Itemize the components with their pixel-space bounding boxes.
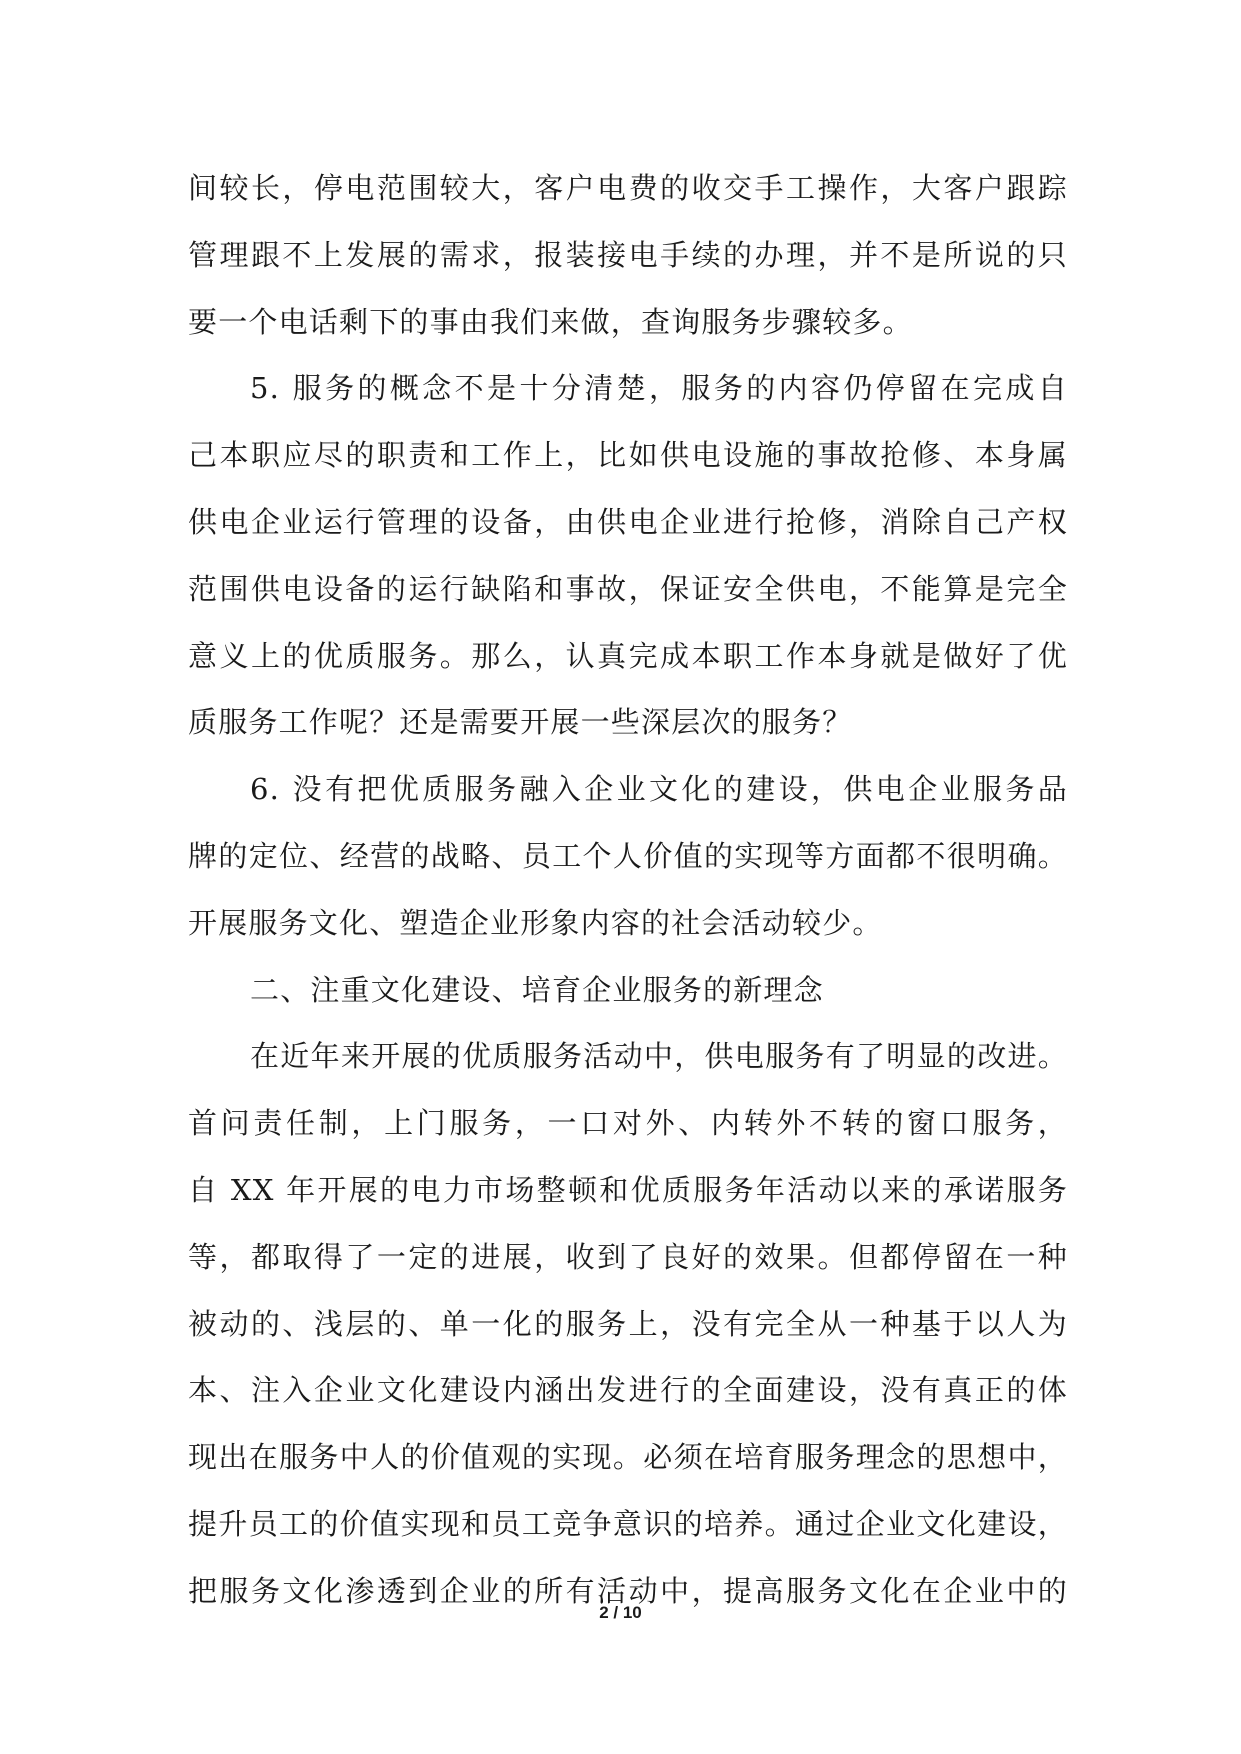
text-line: 质服务工作呢？还是需要开展一些深层次的服务？ xyxy=(188,705,853,740)
document-body xyxy=(188,155,1068,1625)
text-line: 供电企业运行管理的设备，由供电企业进行抢修，消除自己产权 xyxy=(188,504,1068,539)
text-line: 现出在服务中人的价值观的实现。必须在培育服务理念的思想中， xyxy=(188,1440,1068,1475)
text-line: 等，都取得了一定的进展，收到了良好的效果。但都停留在一种 xyxy=(188,1239,1068,1274)
text-line: 管理跟不上发展的需求，报装接电手续的办理，并不是所说的只 xyxy=(188,237,1068,272)
text-line: 首问责任制，上门服务，一口对外、内转外不转的窗口服务， xyxy=(188,1106,1068,1141)
text-line: 在近年来开展的优质服务活动中，供电服务有了明显的改进。 xyxy=(250,1039,1068,1074)
text-line: 5. 服务的概念不是十分清楚，服务的内容仍停留在完成自 xyxy=(250,371,1068,406)
text-line: 提升员工的价值实现和员工竞争意识的培养。通过企业文化建设， xyxy=(188,1506,1068,1541)
text-line: 要一个电话剩下的事由我们来做，查询服务步骤较多。 xyxy=(188,304,913,339)
page-number: 2 / 10 xyxy=(599,1603,642,1622)
text-line: 牌的定位、经营的战略、员工个人价值的实现等方面都不很明确。 xyxy=(188,838,1068,873)
text-line: 二、注重文化建设、培育企业服务的新理念 xyxy=(250,972,824,1007)
text-line: 己本职应尽的职责和工作上，比如供电设施的事故抢修、本身属 xyxy=(188,438,1068,473)
text-line: 被动的、浅层的、单一化的服务上，没有完全从一种基于以人为 xyxy=(188,1306,1068,1341)
text-line: 范围供电设备的运行缺陷和事故，保证安全供电，不能算是完全 xyxy=(188,571,1068,606)
text-line: 开展服务文化、塑造企业形象内容的社会活动较少。 xyxy=(188,905,883,940)
text-line: 本、注入企业文化建设内涵出发进行的全面建设，没有真正的体 xyxy=(188,1373,1068,1408)
text-line: 意义上的优质服务。那么，认真完成本职工作本身就是做好了优 xyxy=(188,638,1068,673)
text-line: 间较长，停电范围较大，客户电费的收交手工操作，大客户跟踪 xyxy=(188,171,1068,205)
text-line: 6. 没有把优质服务融入企业文化的建设，供电企业服务品 xyxy=(250,772,1068,807)
text-line: 把服务文化渗透到企业的所有活动中，提高服务文化在企业中的 xyxy=(188,1573,1068,1608)
text-line: 自 XX 年开展的电力市场整顿和优质服务年活动以来的承诺服务 xyxy=(188,1172,1068,1207)
